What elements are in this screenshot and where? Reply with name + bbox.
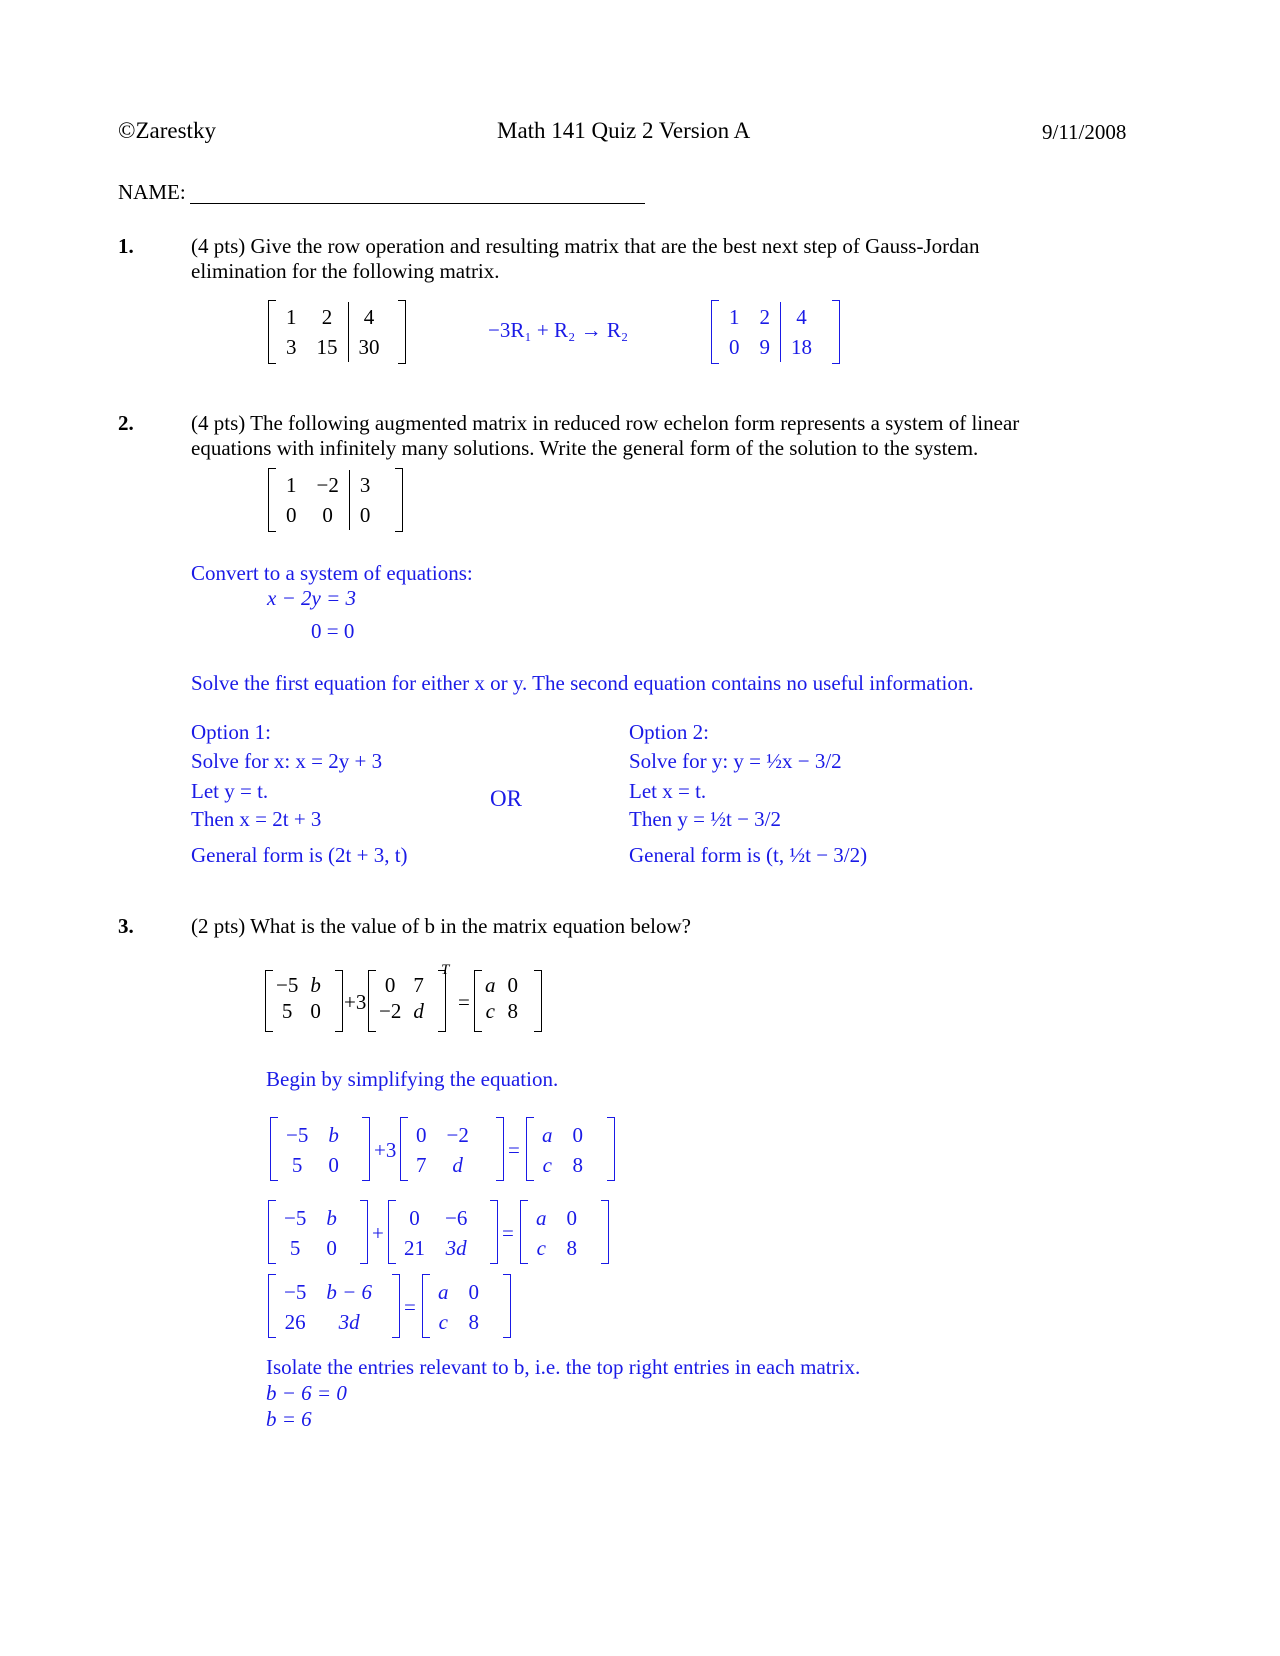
cell: 26 — [284, 1310, 306, 1334]
cell: 0 — [286, 503, 297, 527]
cell: 8 — [468, 1310, 479, 1334]
cell: c — [438, 1310, 448, 1334]
cell: 0 — [566, 1206, 577, 1230]
q2-equation-1: x − 2y = 3 — [267, 586, 356, 610]
cell: 1 — [286, 473, 297, 497]
plus-sign: + — [372, 1221, 384, 1245]
cell: 0 — [416, 1123, 427, 1147]
cell: 0 — [328, 1153, 339, 1177]
cell: −2 — [316, 473, 339, 497]
cell: −5 — [284, 1280, 307, 1304]
cell: 0 — [349, 500, 380, 530]
q2-text-line1: (4 pts) The following augmented matrix in reduced row echelon form represents a system of linear — [191, 411, 1020, 435]
cell: 3 — [349, 470, 380, 500]
cell: 0 — [384, 973, 396, 997]
q2-solve-intro: Solve the first equation for either x or y. The second equation contains no useful information. — [191, 671, 974, 695]
cell: b — [326, 1206, 337, 1230]
author: ©Zarestky — [118, 118, 216, 143]
option1-let: Let y = t. — [191, 779, 269, 803]
or-label: OR — [490, 786, 522, 811]
cell: 0 — [468, 1280, 479, 1304]
cell: 3d — [338, 1310, 360, 1334]
cell: 8 — [507, 999, 518, 1023]
date: 9/11/2008 — [1042, 120, 1127, 144]
q3-question: (2 pts) What is the value of b in the matrix equation below? — [191, 914, 691, 938]
cell: 8 — [566, 1236, 577, 1260]
equals-sign: = — [502, 1221, 514, 1245]
cell: a — [438, 1280, 449, 1304]
q3-isolate-text: Isolate the entries relevant to b, i.e. the top right entries in each matrix. — [266, 1355, 861, 1379]
name-label: NAME: — [118, 180, 186, 204]
q2-number: 2. — [118, 411, 134, 435]
cell: 2 — [759, 305, 770, 329]
cell: a — [485, 973, 496, 997]
plus-three: +3 — [344, 990, 367, 1014]
equals-sign: = — [508, 1138, 520, 1162]
cell: a — [536, 1206, 547, 1230]
q2-convert-text: Convert to a system of equations: — [191, 561, 473, 585]
q1-row-operation: −3R₁ + R₂ → R₂ — [488, 318, 629, 342]
q3-begin-text: Begin by simplifying the equation. — [266, 1067, 559, 1091]
cell: 5 — [281, 999, 293, 1023]
q3-number: 3. — [118, 914, 134, 938]
cell: 0 — [310, 999, 321, 1023]
cell: 1 — [286, 305, 297, 329]
cell: −5 — [284, 1206, 307, 1230]
cell: 18 — [781, 332, 823, 362]
cell: 0 — [729, 335, 740, 359]
q2-equation-2: 0 = 0 — [311, 619, 355, 643]
cell: 4 — [781, 302, 823, 332]
cell: 4 — [348, 302, 390, 332]
cell: 15 — [316, 335, 338, 359]
cell: 5 — [289, 1236, 301, 1260]
cell: c — [542, 1153, 552, 1177]
cell: −2 — [379, 999, 402, 1023]
option2-solve: Solve for y: y = ½x − 3/2 — [629, 749, 842, 773]
q1-number: 1. — [118, 234, 134, 258]
cell: 7 — [416, 1153, 427, 1177]
cell: 8 — [572, 1153, 583, 1177]
option2-general: General form is (t, ½t − 3/2) — [629, 843, 868, 867]
cell: −5 — [286, 1123, 309, 1147]
q3-result-2: b = 6 — [266, 1407, 312, 1431]
cell: 21 — [404, 1236, 425, 1260]
cell: 2 — [321, 305, 333, 329]
transpose-mark: T — [441, 962, 450, 978]
cell: d — [452, 1153, 463, 1177]
option1-solve: Solve for x: x = 2y + 3 — [191, 749, 383, 773]
cell: −6 — [445, 1206, 468, 1230]
plus-three: +3 — [374, 1138, 397, 1162]
cell: 5 — [291, 1153, 303, 1177]
cell: 0 — [572, 1123, 583, 1147]
option1-then: Then x = 2t + 3 — [191, 807, 322, 831]
option1-title: Option 1: — [191, 720, 271, 744]
cell: 0 — [322, 503, 333, 527]
cell: b — [310, 973, 321, 997]
equals-sign: = — [404, 1295, 416, 1319]
cell: 0 — [507, 973, 518, 997]
option2-let: Let x = t. — [629, 779, 707, 803]
q2-text-line2: equations with infinitely many solutions. Write the general form of the solution to the system. — [191, 436, 979, 460]
cell: b − 6 — [326, 1280, 373, 1304]
cell: −5 — [276, 973, 299, 997]
cell: 3 — [286, 335, 297, 359]
cell: 9 — [759, 335, 770, 359]
cell: 1 — [729, 305, 740, 329]
page-title: Math 141 Quiz 2 Version A — [497, 118, 751, 143]
cell: d — [413, 999, 424, 1023]
cell: −2 — [446, 1123, 469, 1147]
cell: c — [485, 999, 495, 1023]
cell: 0 — [326, 1236, 337, 1260]
cell: 30 — [348, 332, 390, 362]
cell: c — [536, 1236, 546, 1260]
cell: 7 — [413, 973, 424, 997]
equals-sign: = — [458, 990, 470, 1014]
cell: b — [328, 1123, 339, 1147]
option1-general: General form is (2t + 3, t) — [191, 843, 408, 867]
option2-title: Option 2: — [629, 720, 709, 744]
cell: 0 — [409, 1206, 420, 1230]
q1-text-line1: (4 pts) Give the row operation and resulting matrix that are the best next step of Gauss-Jordan — [191, 234, 980, 258]
cell: 3d — [445, 1236, 467, 1260]
option2-then: Then y = ½t − 3/2 — [629, 807, 782, 831]
name-field[interactable] — [190, 203, 645, 204]
q1-text-line2: elimination for the following matrix. — [191, 259, 500, 283]
q3-result-1: b − 6 = 0 — [266, 1381, 347, 1405]
cell: a — [542, 1123, 553, 1147]
